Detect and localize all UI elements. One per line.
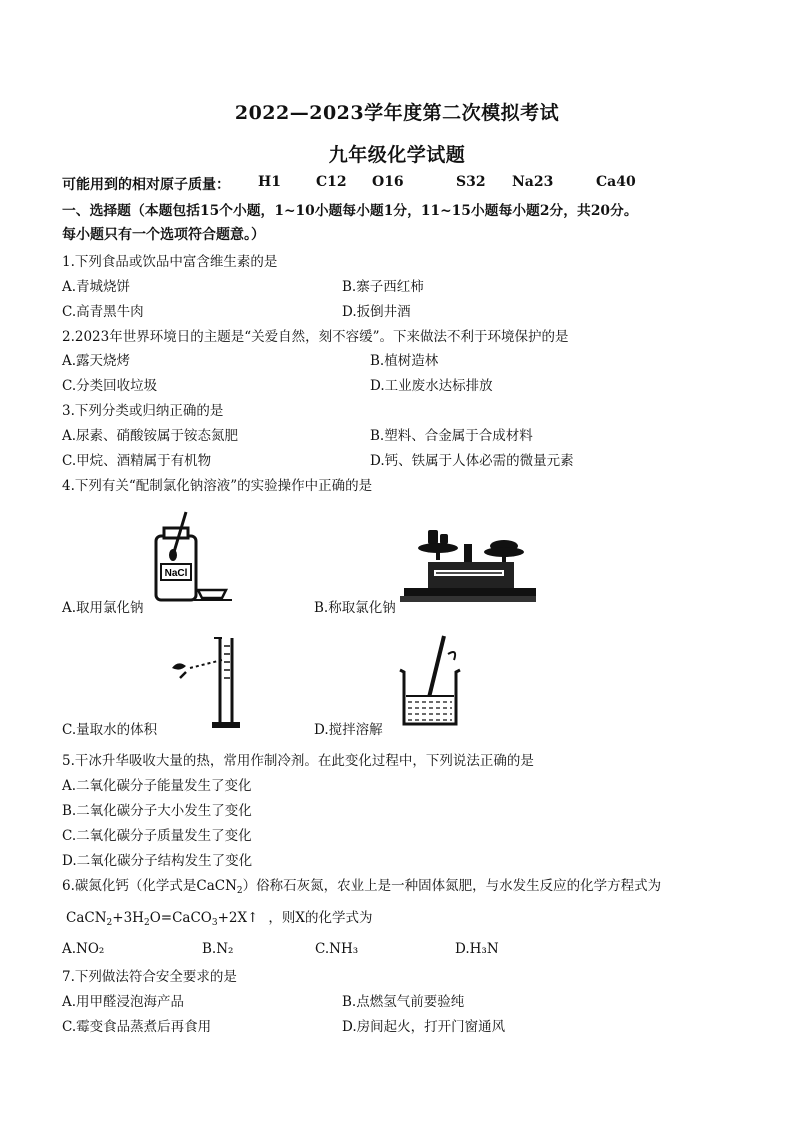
atomic-mass-o: O16 — [372, 174, 404, 190]
question-5-option-d[interactable]: D.二氧化碳分子结构发生了变化 — [62, 853, 253, 869]
question-7-option-a[interactable]: A.用甲醛浸泡海产品 — [62, 994, 185, 1010]
question-7-option-b[interactable]: B.点燃氢气前要验纯 — [342, 994, 465, 1010]
question-1-option-c[interactable]: C.高青黑牛肉 — [62, 304, 144, 320]
question-2-option-d[interactable]: D.工业废水达标排放 — [370, 378, 493, 394]
question-5-option-b[interactable]: B.二氧化碳分子大小发生了变化 — [62, 803, 252, 819]
question-6-equation-suffix: ，则X的化学式为 — [268, 910, 373, 926]
atomic-mass-label: 可能用到的相对原子质量： — [62, 177, 230, 193]
question-7-option-d[interactable]: D.房间起火，打开门窗通风 — [342, 1019, 506, 1035]
question-4-option-d[interactable]: D.搅拌溶解 — [314, 722, 383, 738]
question-3-option-d[interactable]: D.钙、铁属于人体必需的微量元素 — [370, 453, 574, 469]
question-4-option-a[interactable]: A.取用氯化钠 — [62, 600, 144, 616]
figure-a-bottle-label: NaCl — [164, 568, 188, 579]
question-6-option-c[interactable]: C.NH₃ — [315, 941, 359, 957]
question-6-stem-prefix: 6.碳氮化钙（化学式是 — [62, 878, 197, 894]
figure-c-graduated-cylinder — [168, 634, 248, 730]
question-5-option-a[interactable]: A.二氧化碳分子能量发生了变化 — [62, 778, 252, 794]
question-6-equation: $CaCN_2+3H_2O=CaCO_3+2X↑$ ，则X的化学式为 — [66, 910, 373, 928]
figure-a-reagent-bottle — [148, 508, 238, 604]
exam-title: 2022—2023学年度第二次模拟考试 — [234, 102, 560, 124]
question-6-option-a[interactable]: A.NO₂ — [62, 941, 105, 957]
atomic-mass-h: H1 — [258, 174, 281, 190]
question-3-option-a[interactable]: A.尿素、硝酸铵属于铵态氮肥 — [62, 428, 239, 444]
atomic-mass-s: S32 — [456, 174, 486, 190]
question-5-stem: 5.干冰升华吸收大量的热，常用作制冷剂。在此变化过程中，下列说法正确的是 — [62, 753, 534, 769]
exam-subtitle: 九年级化学试题 — [328, 144, 466, 166]
question-4-stem: 4.下列有关“配制氯化钠溶液”的实验操作中正确的是 — [62, 478, 373, 494]
question-4-option-c[interactable]: C.量取水的体积 — [62, 722, 158, 738]
question-7-option-c[interactable]: C.霉变食品蒸煮后再食用 — [62, 1019, 212, 1035]
question-4-option-b[interactable]: B.称取氯化钠 — [314, 600, 396, 616]
question-3-option-b[interactable]: B.塑料、合金属于合成材料 — [370, 428, 533, 444]
figure-b-balance-scale — [398, 524, 538, 604]
atomic-mass-ca: Ca40 — [596, 174, 636, 190]
question-2-stem: 2.2023年世界环境日的主题是“关爱自然，刻不容缓”。下来做法不利于环境保护的是 — [62, 329, 569, 345]
question-6-stem: 6.碳氮化钙（化学式是CaCN$_2$）俗称石灰氮，农业上是一种固体氮肥，与水发生反应的化学方程式为 — [62, 878, 662, 896]
question-2-option-c[interactable]: C.分类回收垃圾 — [62, 378, 158, 394]
question-2-option-b[interactable]: B.植树造林 — [370, 353, 439, 369]
question-1-option-d[interactable]: D.扳倒井酒 — [342, 304, 411, 320]
question-6-option-b[interactable]: B.N₂ — [202, 941, 234, 957]
question-2-option-a[interactable]: A.露天烧烤 — [62, 353, 131, 369]
question-6-stem-suffix: ）俗称石灰氮，农业上是一种固体氮肥，与水发生反应的化学方程式为 — [242, 878, 662, 894]
section-heading-2: 每小题只有一个选项符合题意。） — [62, 227, 265, 243]
question-5-option-c[interactable]: C.二氧化碳分子质量发生了变化 — [62, 828, 252, 844]
figure-d-beaker-stirring — [394, 632, 466, 732]
question-6-option-d[interactable]: D.H₃N — [455, 941, 499, 957]
question-1-stem: 1.下列食品或饮品中富含维生素的是 — [62, 254, 278, 270]
section-heading: 一、选择题（本题包括15个小题，1~10小题每小题1分，11~15小题每小题2分，共20分。 — [62, 203, 638, 219]
atomic-mass-na: Na23 — [512, 174, 554, 190]
question-1-option-b[interactable]: B.寨子西红柿 — [342, 279, 424, 295]
question-7-stem: 7.下列做法符合安全要求的是 — [62, 969, 237, 985]
question-3-option-c[interactable]: C.甲烷、酒精属于有机物 — [62, 453, 212, 469]
atomic-mass-c: C12 — [316, 174, 347, 190]
question-1-option-a[interactable]: A.青城烧饼 — [62, 279, 131, 295]
question-3-stem: 3.下列分类或归纳正确的是 — [62, 403, 224, 419]
